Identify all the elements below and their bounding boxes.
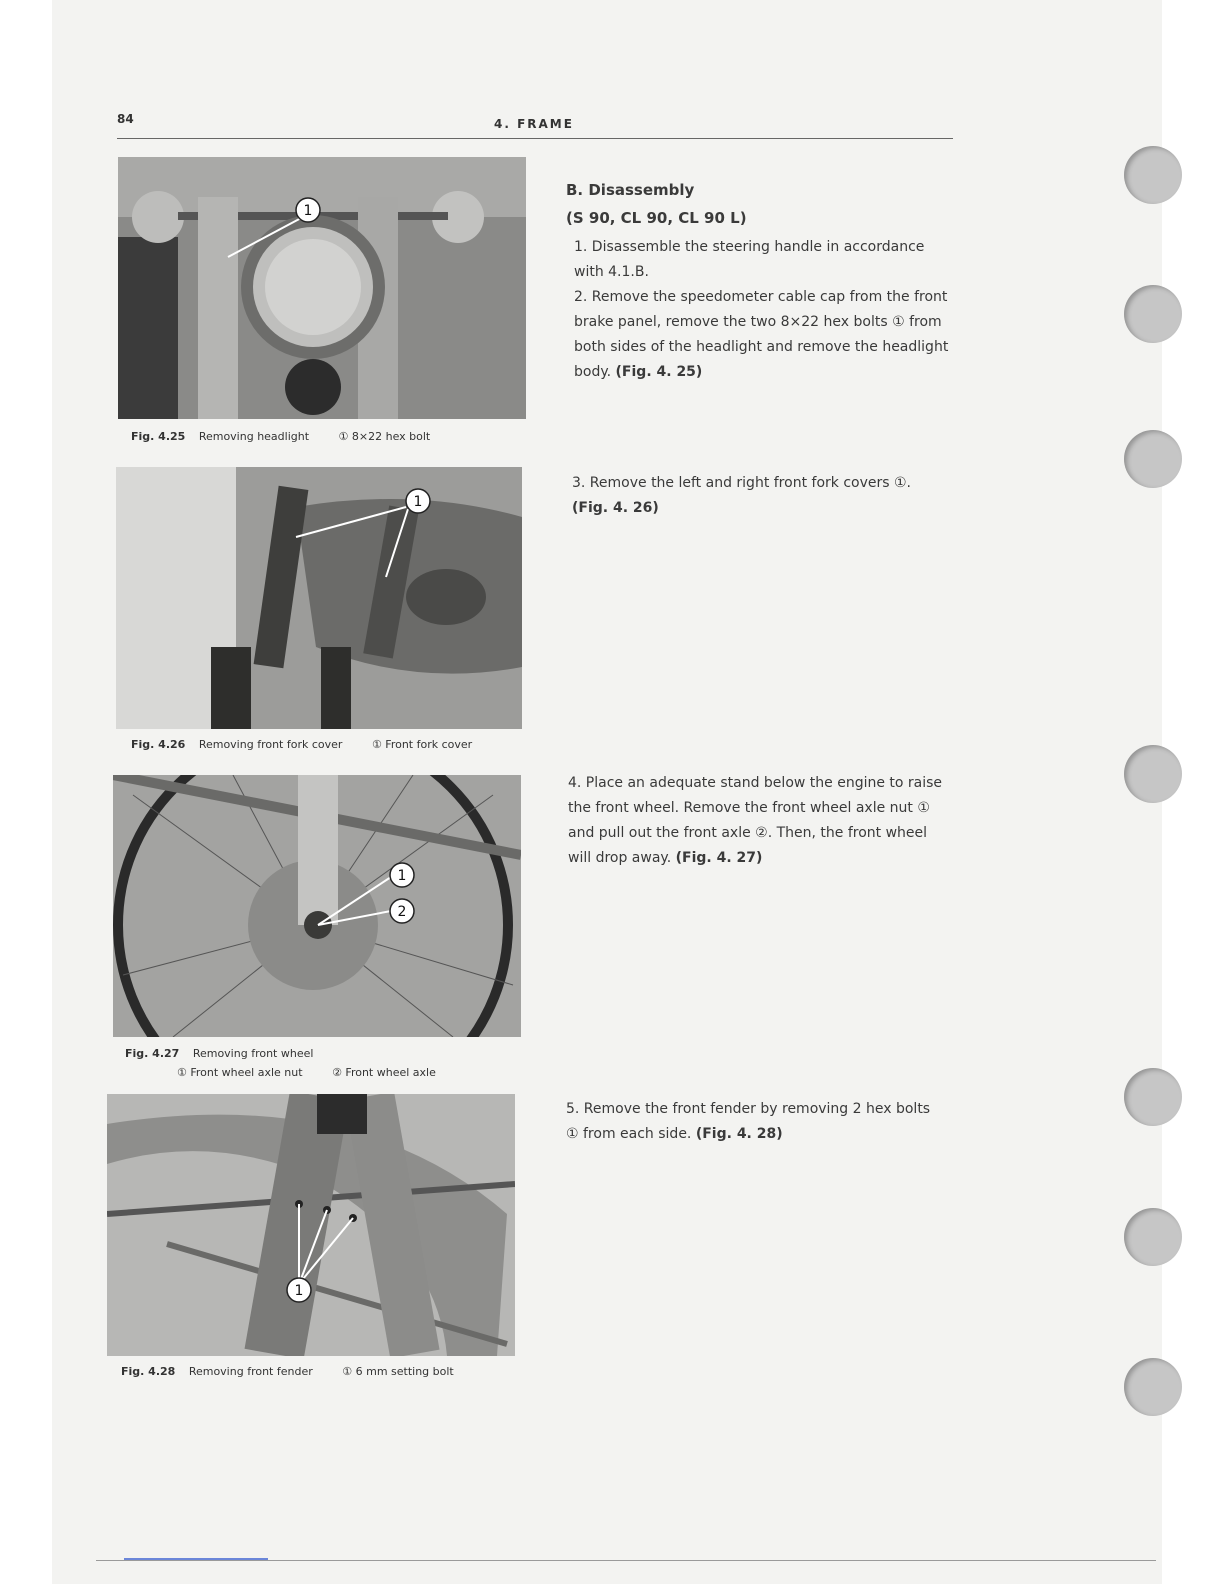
figure-legend-line <box>125 1063 436 1082</box>
figure-legend-item: ① Front fork cover <box>371 738 473 751</box>
figure-reference: (Fig. 4. 27) <box>675 850 763 866</box>
figure-number: Fig. 4.25 <box>131 430 186 443</box>
section-header <box>566 178 950 231</box>
binder-hole <box>1124 146 1182 204</box>
figure-caption <box>125 1044 436 1082</box>
page-number: 84 <box>117 112 134 126</box>
figure-caption <box>131 427 430 446</box>
figure-number: Fig. 4.28 <box>121 1365 176 1378</box>
figure-caption <box>121 1362 454 1381</box>
section-heading: B. Disassembly <box>566 181 695 199</box>
figure-title: Removing headlight <box>198 430 310 443</box>
step-item <box>574 235 950 285</box>
running-head: 4. FRAME <box>494 117 574 131</box>
page-bottom-edge <box>96 1560 1156 1561</box>
callout-label: 2 <box>397 904 407 920</box>
callout-label: 1 <box>413 494 423 510</box>
header-rule <box>117 138 953 139</box>
figure-caption <box>131 735 472 754</box>
figure-reference: (Fig. 4. 28) <box>695 1126 783 1142</box>
figure-front-fender-photo <box>107 1094 515 1356</box>
step-item <box>568 771 946 871</box>
binder-hole <box>1124 285 1182 343</box>
callout-label: 1 <box>397 868 407 884</box>
binder-hole <box>1124 430 1182 488</box>
figure-fork-cover-photo <box>116 467 522 729</box>
figure-legend-item: ① 6 mm setting bolt <box>342 1365 454 1378</box>
figure-front-wheel-photo <box>113 775 521 1037</box>
step-text: 5. Remove the front fender by removing 2 hex bolts ① from each side. <box>566 1101 931 1142</box>
figure-legend-item: ② Front wheel axle <box>332 1066 436 1079</box>
binder-hole <box>1124 1358 1182 1416</box>
figure-number: Fig. 4.26 <box>131 738 186 751</box>
binder-hole <box>1124 1208 1182 1266</box>
figure-headlight-photo <box>118 157 526 419</box>
step-item <box>572 471 950 521</box>
step-text: 3. Remove the left and right front fork covers ①. <box>572 475 911 491</box>
figure-title: Removing front fork cover <box>198 738 343 751</box>
figure-legend-item: ① 8×22 hex bolt <box>338 430 431 443</box>
step-text: 4. Place an adequate stand below the engine to raise the front wheel. Remove the front wheel axle nut ① and pull out the front axle ②. Then, the front wheel will drop away. <box>568 775 943 866</box>
figure-reference: (Fig. 4. 25) <box>615 364 703 380</box>
figure-title: Removing front fender <box>188 1365 313 1378</box>
step-text: 1. Disassemble the steering handle in accordance with 4.1.B. <box>574 239 925 280</box>
figure-number: Fig. 4.27 <box>125 1047 180 1060</box>
binder-hole <box>1124 1068 1182 1126</box>
step-item <box>566 1097 944 1147</box>
figure-title: Removing front wheel <box>192 1047 314 1060</box>
binder-hole <box>1124 745 1182 803</box>
callout-label: 1 <box>303 203 313 219</box>
step-item <box>574 285 950 385</box>
figure-reference: (Fig. 4. 26) <box>572 500 659 516</box>
figure-legend-item: ① Front wheel axle nut <box>177 1066 303 1079</box>
page-bottom-mark <box>124 1558 268 1560</box>
callout-label: 1 <box>294 1283 304 1299</box>
section-models: (S 90, CL 90, CL 90 L) <box>566 209 747 227</box>
step-text: 2. Remove the speedometer cable cap from the front brake panel, remove the two 8×22 hex bolts ① from both sides of the headlight and remove the headlight body. <box>574 289 949 380</box>
